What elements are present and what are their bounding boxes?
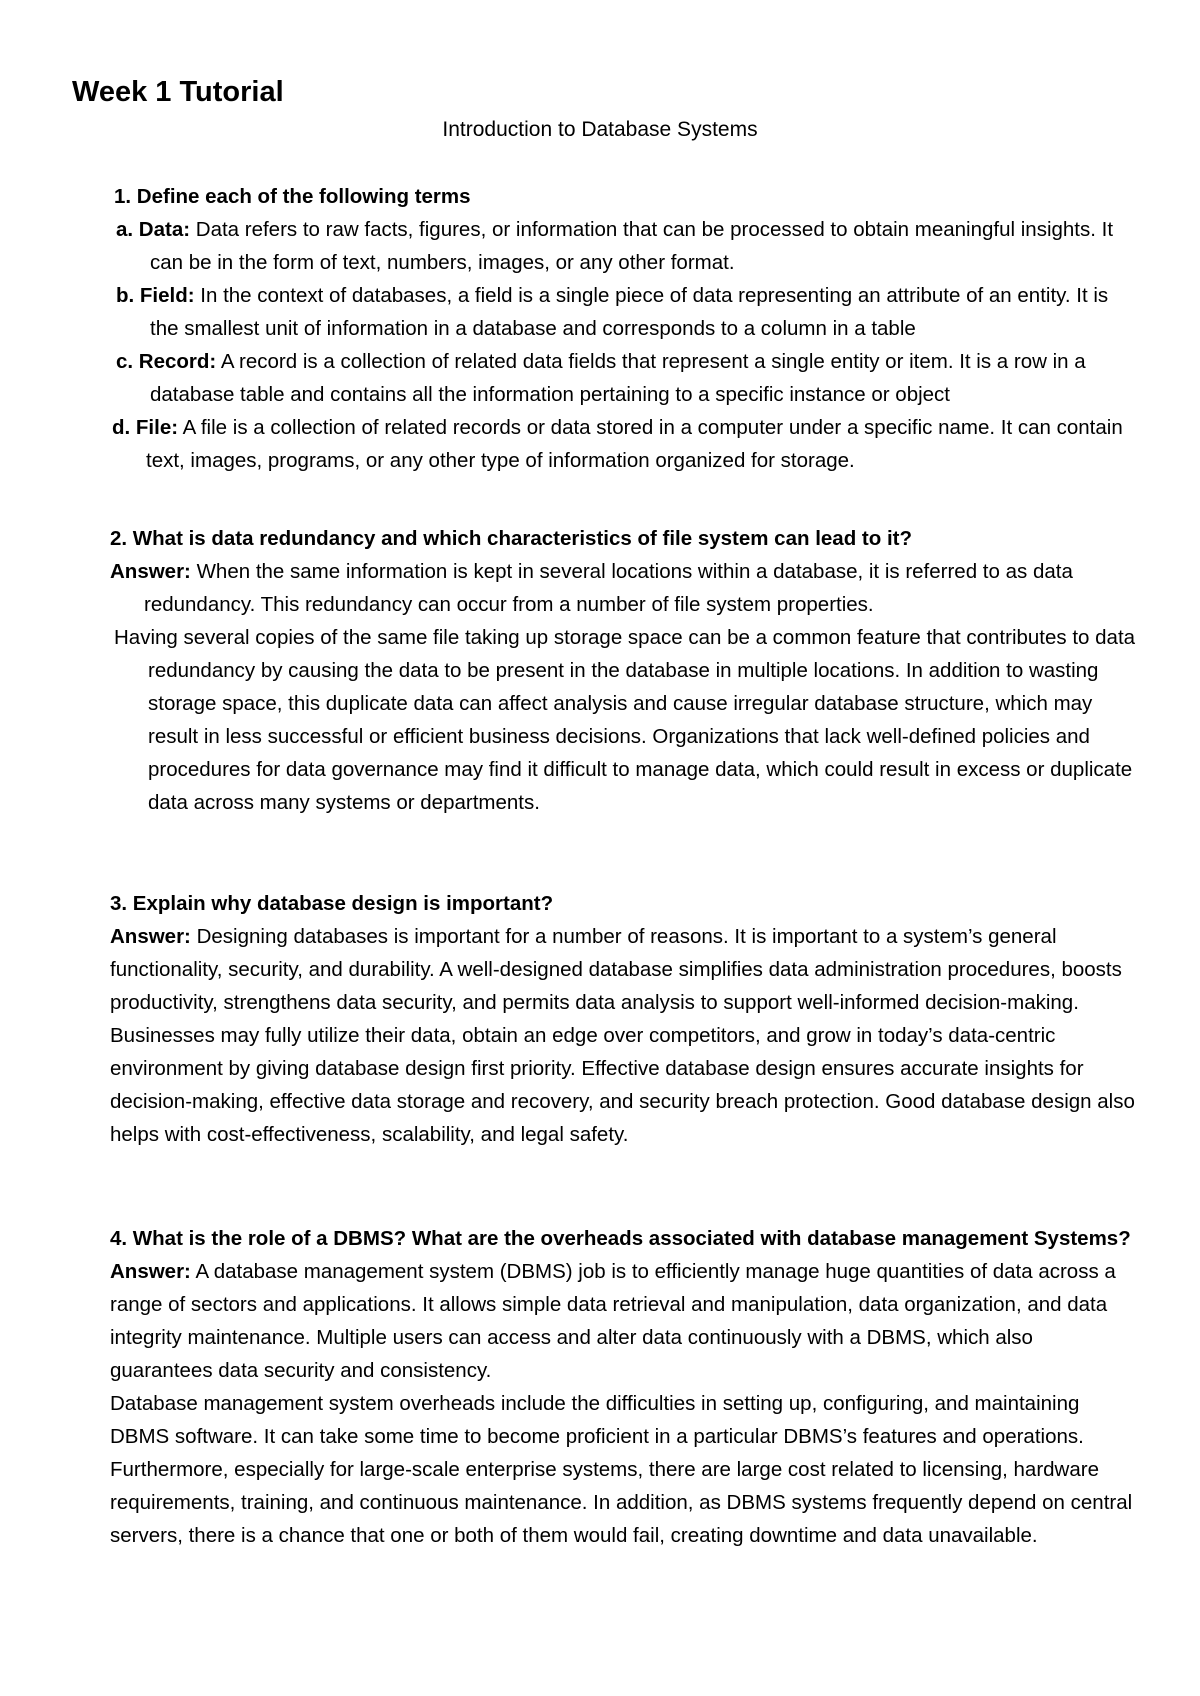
definition-file: [112, 411, 1140, 477]
question-2-paragraph-2: Having several copies of the same file taking up storage space can be a common feature that contributes to data redundancy by causing the data to be present in the database in multiple locations. In addition to wasting storage space, this duplicate data can affect analysis and cause irregular database structure, which may result in less successful or efficient business decisions. Organizations that lack well-defined policies and procedures for data governance may find it difficult to manage data, which could result in excess or duplicate data across many systems or departments.: [114, 626, 1136, 814]
answer-label: Answer:: [110, 560, 191, 583]
question-3-answer: [110, 920, 1140, 1019]
question-1-section: [110, 180, 1140, 477]
question-3-paragraph-2: Businesses may fully utilize their data, obtain an edge over competitors, and grow in today’s data-centric environment by giving database design first priority. Effective database design ensures accurate insights for decision-making, effective data storage and recovery, and security breach protection. Good database design also helps with cost-effectiveness, scalability, and legal safety.: [110, 1024, 1135, 1146]
question-2-title: 2. What is data redundancy and which characteristics of file system can lead to it?: [110, 527, 913, 550]
definition-label: b. Field:: [116, 284, 195, 307]
question-2-answer: [110, 555, 1140, 621]
definition-label: a. Data:: [116, 218, 191, 241]
definition-label: c. Record:: [116, 350, 217, 373]
definition-text: A file is a collection of related records or data stored in a computer under a specific name. It can contain text, images, programs, or any other type of information organized for storage.: [146, 416, 1123, 472]
answer-label: Answer:: [110, 1260, 191, 1283]
definition-field: [116, 279, 1140, 345]
question-4-title: 4. What is the role of a DBMS? What are the overheads associated with database management Systems?: [110, 1227, 1131, 1250]
answer-label: Answer:: [110, 925, 191, 948]
question-4-section: [110, 1222, 1140, 1552]
document-subtitle: Introduction to Database Systems: [442, 118, 758, 141]
question-3-title: 3. Explain why database design is important?: [110, 892, 554, 915]
definition-record: [116, 345, 1140, 411]
definition-data: [116, 213, 1140, 279]
question-2-section: [110, 522, 1140, 819]
question-4-answer: [110, 1255, 1140, 1387]
question-1-title: 1. Define each of the following terms: [114, 185, 471, 208]
definition-label: d. File:: [112, 416, 179, 439]
document-title: Week 1 Tutorial: [72, 76, 284, 108]
answer-text: A database management system (DBMS) job is to efficiently manage huge quantities of data across a range of sectors and applications. It allows simple data retrieval and manipulation, data organization, and data integrity maintenance. Multiple users can access and alter data continuously with a DBMS, which also guarantees data security and consistency.: [110, 1260, 1116, 1382]
definition-text: Data refers to raw facts, figures, or information that can be processed to obtain meaningful insights. It can be in the form of text, numbers, images, or any other format.: [150, 218, 1114, 274]
answer-text: When the same information is kept in several locations within a database, it is referred to as data redundancy. This redundancy can occur from a number of file system properties.: [144, 560, 1073, 616]
answer-text: Designing databases is important for a number of reasons. It is important to a system’s general functionality, security, and durability. A well-designed database simplifies data administration procedures, boosts productivity, strengthens data security, and permits data analysis to support well-informed decision-making.: [110, 925, 1122, 1014]
definition-text: In the context of databases, a field is a single piece of data representing an attribute of an entity. It is the smallest unit of information in a database and corresponds to a column in a table: [150, 284, 1109, 340]
question-3-section: [110, 887, 1140, 1151]
definition-text: A record is a collection of related data fields that represent a single entity or item. It is a row in a database table and contains all the information pertaining to a specific instance or object: [150, 350, 1086, 406]
question-4-paragraph-2: Database management system overheads include the difficulties in setting up, configuring, and maintaining DBMS software. It can take some time to become proficient in a particular DBMS’s features and operations. Furthermore, especially for large-scale enterprise systems, there are large cost related to licensing, hardware requirements, training, and continuous maintenance. In addition, as DBMS systems frequently depend on central servers, there is a chance that one or both of them would fail, creating downtime and data unavailable.: [110, 1392, 1133, 1547]
